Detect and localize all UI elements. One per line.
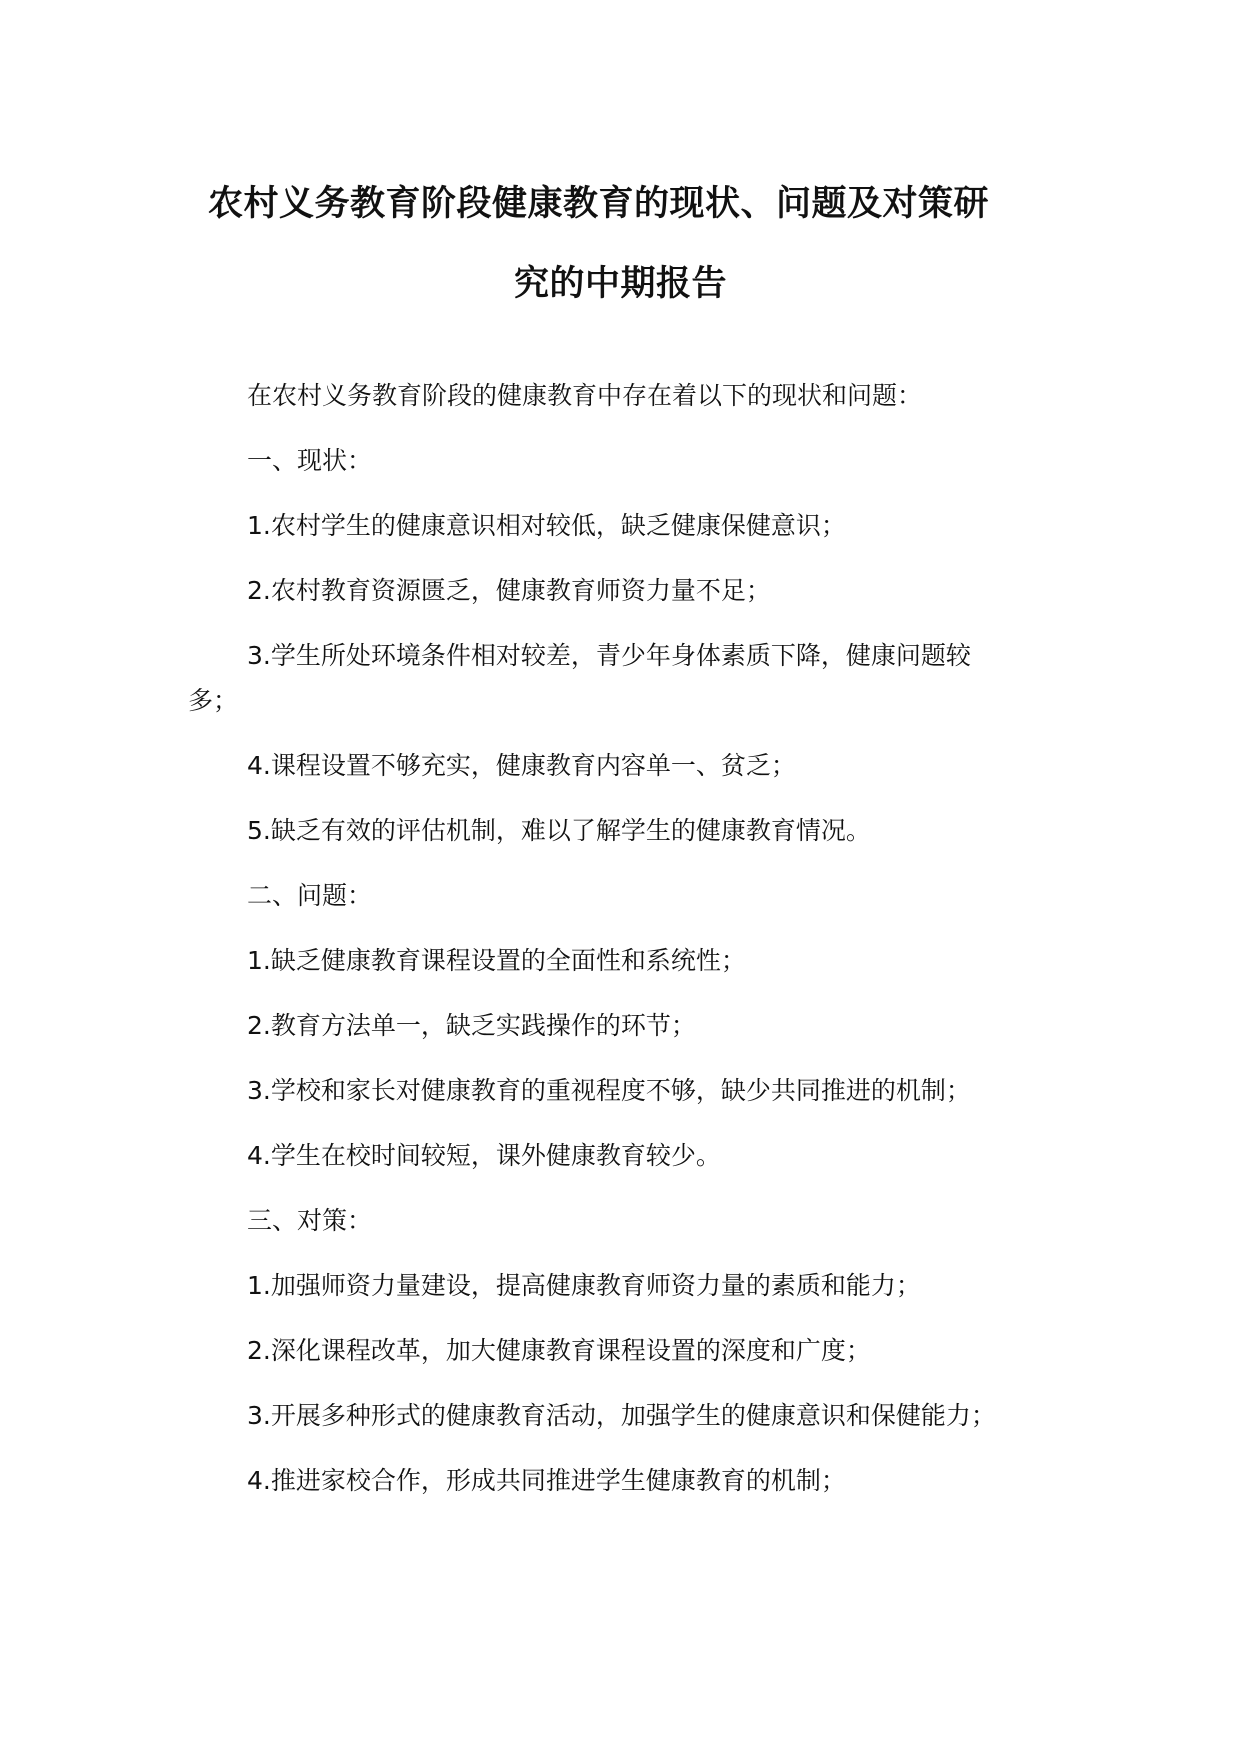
status-item-5: 5.缺乏有效的评估机制，难以了解学生的健康教育情况。 <box>247 816 871 845</box>
problem-item-1: 1.缺乏健康教育课程设置的全面性和系统性； <box>247 946 746 975</box>
section-heading-status: 一、现状： <box>247 446 373 475</box>
problem-item-3: 3.学校和家长对健康教育的重视程度不够，缺少共同推进的机制； <box>247 1076 971 1105</box>
countermeasure-item-1: 1.加强师资力量建设，提高健康教育师资力量的素质和能力； <box>247 1271 921 1300</box>
countermeasure-item-3: 3.开展多种形式的健康教育活动，加强学生的健康意识和保健能力； <box>247 1401 996 1430</box>
status-item-1: 1.农村学生的健康意识相对较低，缺乏健康保健意识； <box>247 511 846 540</box>
countermeasure-item-4: 4.推进家校合作，形成共同推进学生健康教育的机制； <box>247 1466 846 1495</box>
intro-paragraph: 在农村义务教育阶段的健康教育中存在着以下的现状和问题： <box>247 381 923 410</box>
status-item-2: 2.农村教育资源匮乏，健康教育师资力量不足； <box>247 576 771 605</box>
section-heading-countermeasures: 三、对策： <box>247 1206 373 1235</box>
document-title-line-2: 究的中期报告 <box>513 264 727 304</box>
document-title-line-1: 农村义务教育阶段健康教育的现状、问题及对策研 <box>208 184 990 224</box>
section-heading-problems: 二、问题： <box>247 881 373 910</box>
problem-item-4: 4.学生在校时间较短，课外健康教育较少。 <box>247 1141 721 1170</box>
countermeasure-item-2: 2.深化课程改革，加大健康教育课程设置的深度和广度； <box>247 1336 871 1365</box>
status-item-3: 3.学生所处环境条件相对较差，青少年身体素质下降，健康问题较 <box>247 641 971 670</box>
status-item-3-continued: 多； <box>188 686 239 715</box>
problem-item-2: 2.教育方法单一，缺乏实践操作的环节； <box>247 1011 696 1040</box>
status-item-4: 4.课程设置不够充实，健康教育内容单一、贫乏； <box>247 751 796 780</box>
